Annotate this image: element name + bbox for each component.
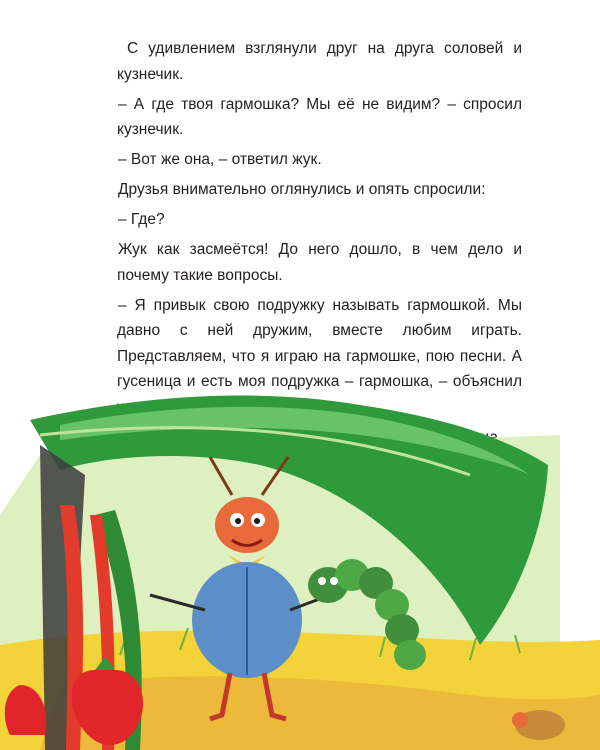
paragraph-7: – Я привык свою подружку называть гармошкой. Мы давно с ней дружим, вместе любим играть. Представляем, что я играю на гармошке, пою песни. А гусеница и есть моя подружка – гармошка, – объяснил	[117, 296, 522, 391]
paragraph-4: Друзья внимательно оглянулись и опять спросили:	[118, 181, 486, 199]
paragraph-2: – А где твоя гармошка? Мы её не видим? – спросил кузнечик.	[117, 95, 522, 139]
story-text	[117, 36, 522, 455]
story-illustration	[0, 395, 600, 750]
paragraph-1: С удивлением взглянули друг на друга соловей и кузнечик.	[117, 40, 522, 83]
paragraph-6: Жук как засмеётся! До него дошло, в чем дело и почему такие вопросы.	[117, 241, 522, 284]
paragraph-3: – Вот же она, – ответил жук.	[118, 151, 322, 169]
paragraph-5: – Где?	[118, 211, 165, 229]
illustration-canvas	[0, 395, 600, 750]
